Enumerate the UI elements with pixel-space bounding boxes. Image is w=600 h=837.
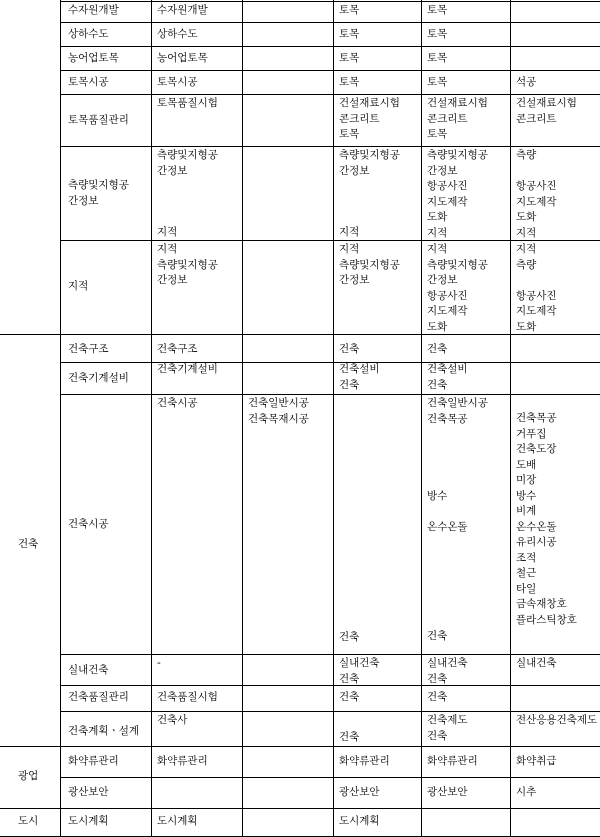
table-cell-text: 건축품질시험 — [157, 691, 218, 703]
table-cell-text: 광산보안 — [68, 786, 109, 798]
table-cell-text: 지적 — [339, 226, 360, 238]
table-cell-text: 상하수도 — [157, 28, 198, 40]
table-cell-text: 토목 — [427, 28, 448, 40]
table-cell-text: 건축일반시공 건축목공 방수 온수온돌 건축 — [427, 397, 488, 642]
table-column-divider — [242, 0, 243, 837]
table-column-divider — [151, 0, 152, 837]
table-cell-text: 건축 — [18, 538, 39, 550]
table-column-divider — [510, 0, 511, 837]
table-cell-text: 측량및지형공 간정보 — [157, 149, 218, 177]
table-cell-text: 건축구조 — [157, 343, 198, 355]
table-cell-text: 광산보안 — [427, 786, 468, 798]
table-cell-text: 지적 측량및지형공 간정보 — [157, 243, 218, 286]
table-cell-text: 건축기계설비 — [68, 372, 129, 384]
table-cell-text: 석공 — [516, 76, 537, 88]
table-row-divider — [60, 94, 600, 95]
table-row-divider — [60, 777, 600, 778]
table-cell-text: 건축시공 — [68, 518, 109, 530]
table-cell-text: 전산응용건축제도 — [516, 714, 598, 726]
table-cell-text: 농어업토목 — [157, 52, 208, 64]
table-cell-text: 광산보안 — [339, 786, 380, 798]
table-cell-text: 토목 — [427, 4, 448, 16]
table-cell-text: 측량및지형공 간정보 항공사진 지도제작 도화 지적 — [427, 149, 488, 239]
table-cell-text: 측량및지형공 간정보 — [339, 149, 400, 177]
table-cell-text: - — [157, 657, 161, 669]
table-column-divider — [60, 0, 61, 837]
table-cell-text: 화약류관리 — [427, 755, 478, 767]
table-cell-text: 농어업토목 — [68, 52, 119, 64]
table-cell-text: 건축 — [339, 731, 360, 743]
table-row-divider — [60, 46, 600, 47]
table-row-divider — [60, 22, 600, 23]
table-cell-text: 건축 — [339, 631, 360, 643]
table-cell-text: 건축시공 — [157, 397, 198, 409]
table-cell-text: 실내건축 건축 — [339, 657, 380, 685]
table-cell-text: 수자원개발 — [68, 4, 119, 16]
table-cell-text: 측량및지형공 간정보 — [68, 179, 129, 207]
table-cell-text: 실내건축 — [68, 664, 109, 676]
table-cell-text: 화약류관리 — [157, 755, 208, 767]
table-cell-text: 건축목공 거푸집 건축도장 도배 미장 방수 비계 온수온돌 유리시공 조적 철근 타일 금속재창호 플라스틱창호 — [516, 412, 577, 626]
table-cell-text: 건설재료시험 콘크리트 — [516, 97, 577, 125]
table-cell-text: 토목 — [339, 4, 360, 16]
table-cell-text: 지적 측량 항공사진 지도제작 도화 — [516, 243, 557, 333]
table-cell-text: 토목 — [339, 52, 360, 64]
table-cell-text: 지적 측량및지형공 간정보 — [339, 243, 400, 286]
table-cell-text: 도시계획 — [339, 815, 380, 827]
table-cell-text: 시추 — [516, 786, 537, 798]
table-cell-text: 토목 — [339, 28, 360, 40]
table-column-divider — [421, 0, 422, 837]
table-cell-text: 실내건축 — [516, 657, 557, 669]
table-row-divider — [60, 654, 600, 655]
table-cell-text: 토목 — [427, 76, 448, 88]
table-cell-text: 수자원개발 — [157, 4, 208, 16]
table-row-divider — [60, 685, 600, 686]
table-cell-text: 측량 항공사진 지도제작 도화 지적 — [516, 149, 557, 239]
table-cell-text: 토목시공 — [68, 76, 109, 88]
table-column-divider — [333, 0, 334, 837]
table-row-divider — [60, 362, 600, 363]
table-cell-text: 토목 — [339, 76, 360, 88]
table-border-top — [60, 1, 600, 2]
table-cell-text: 지적 — [157, 226, 178, 238]
table-row-divider — [60, 146, 600, 147]
table-cell-text: 토목품질시험 — [157, 97, 218, 109]
table-row-divider — [60, 394, 600, 395]
table-cell-text: 건축구조 — [68, 343, 109, 355]
table-cell-text: 상하수도 — [68, 28, 109, 40]
table-cell-text: 토목시공 — [157, 76, 198, 88]
table-cell-text: 건축계획ㆍ설계 — [68, 725, 140, 737]
table-cell-text: 지적 — [68, 280, 89, 292]
table-row-divider — [60, 70, 600, 71]
table-cell-text: 건축 — [427, 691, 448, 703]
table-cell-text: 건축기계설비 — [157, 363, 218, 375]
table-cell-text: 건축 — [427, 343, 448, 355]
table-cell-text: 화약류관리 — [339, 755, 390, 767]
table-cell-text: 건설재료시험 콘크리트 토목 — [339, 97, 400, 140]
table-cell-text: 건축 — [339, 343, 360, 355]
table-cell-text: 실내건축 건축 — [427, 657, 468, 685]
table-cell-text: 건축사 — [157, 714, 188, 726]
table-cell-text: 건축 — [339, 691, 360, 703]
table-cell-text: 지적 측량및지형공 간정보 항공사진 지도제작 도화 — [427, 243, 488, 333]
table-cell-text: 화약취급 — [516, 755, 557, 767]
table-cell-text: 도시계획 — [68, 815, 109, 827]
table-row-divider — [60, 711, 600, 712]
table-cell-text: 건축일반시공 건축목재시공 — [248, 397, 309, 425]
table-cell-text: 건축제도 건축 — [427, 714, 468, 742]
table-cell-text: 화약류관리 — [68, 755, 119, 767]
table-cell-text: 토목품질관리 — [68, 114, 129, 126]
table-cell-text: 건축설비 건축 — [339, 363, 380, 391]
table-cell-text: 건설재료시험 콘크리트 토목 — [427, 97, 488, 140]
table-cell-text: 건축설비 건축 — [427, 363, 468, 391]
table-cell-text: 도시 — [18, 815, 39, 827]
table-cell-text: 광업 — [18, 770, 39, 782]
table-cell-text: 건축품질관리 — [68, 691, 129, 703]
table-cell-text: 토목 — [427, 52, 448, 64]
table-cell-text: 도시계획 — [157, 815, 198, 827]
